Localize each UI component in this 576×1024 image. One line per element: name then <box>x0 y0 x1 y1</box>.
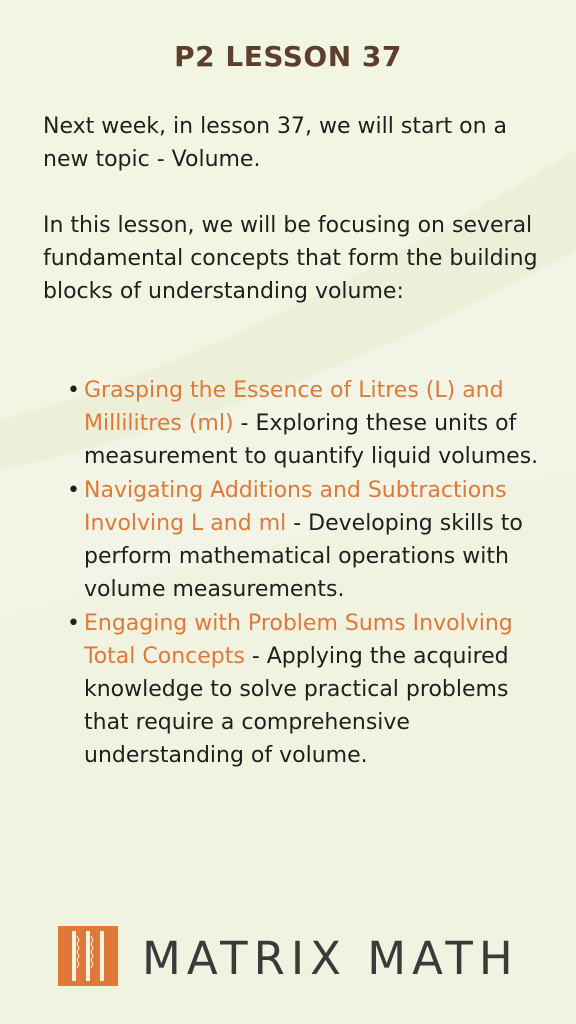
list-item <box>67 474 544 606</box>
concept-highlight: Navigating Additions and Subtractions Involving L and ml <box>84 478 507 536</box>
page-title: P2 LESSON 37 <box>174 40 402 73</box>
matrix-math-logo-icon <box>58 926 118 986</box>
concept-highlight: Engaging with Problem Sums Involving Total Concepts <box>84 611 513 669</box>
concept-list <box>67 374 544 773</box>
bullet-icon: • <box>67 611 80 636</box>
list-item <box>67 607 544 772</box>
focus-paragraph: In this lesson, we will be focusing on several fundamental concepts that form the building blocks of understanding volume: <box>43 213 538 304</box>
list-item <box>67 374 544 473</box>
brand-name: MATRIX MATH <box>142 932 519 985</box>
concept-highlight: Grasping the Essence of Litres (L) and Millilitres (ml) <box>84 378 504 436</box>
bullet-icon: • <box>67 378 80 403</box>
concept-description: - Applying the acquired knowledge to solve practical problems that require a comprehensive understanding of volume. <box>84 644 509 768</box>
intro-paragraph: Next week, in lesson 37, we will start on a new topic - Volume. <box>43 114 507 172</box>
concept-description: - Exploring these units of measurement to quantify liquid volumes. <box>84 411 539 469</box>
concept-description: - Developing skills to perform mathematical operations with volume measurements. <box>84 511 523 602</box>
bullet-icon: • <box>67 478 80 503</box>
